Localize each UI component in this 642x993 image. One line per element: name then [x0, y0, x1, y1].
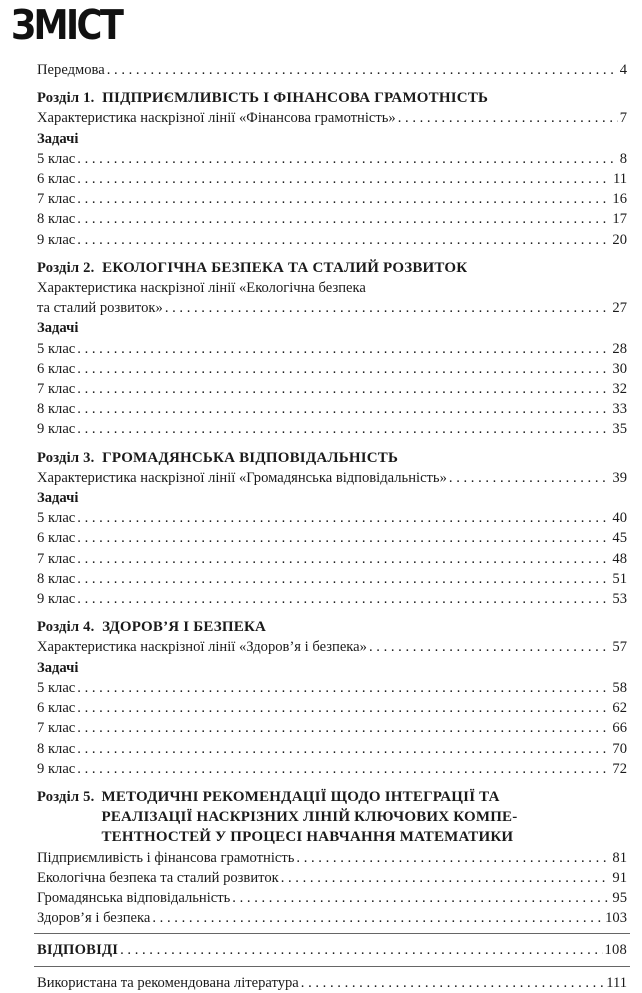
page-number: 17 [612, 211, 627, 228]
toc-entry-grade[interactable] [37, 169, 627, 189]
page-number: 4 [619, 62, 627, 78]
page-number: 40 [612, 510, 627, 527]
dot-leader [77, 739, 610, 759]
page-number: 70 [612, 740, 627, 757]
section-4 [37, 617, 627, 779]
dot-leader [77, 379, 610, 399]
dot-leader [77, 169, 611, 189]
toc-entry-methodical[interactable] [37, 848, 627, 868]
toc-entry-grade[interactable] [37, 698, 627, 718]
page-number: 66 [612, 720, 627, 737]
section-number: Розділ 3. [37, 449, 95, 466]
section-title: ЕКОЛОГІЧНА БЕЗПЕКА ТА СТАЛИЙ РОЗВИТОК [102, 259, 468, 276]
entry-label: Екологічна безпека та сталий розвиток [37, 869, 279, 886]
toc-entry-grade[interactable] [37, 508, 627, 528]
entry-label: 6 клас [37, 700, 76, 717]
section-title: ПІДПРИЄМЛИВІСТЬ І ФІНАНСОВА ГРАМОТНІСТЬ [102, 90, 489, 107]
entry-label: 5 клас [37, 340, 76, 357]
toc-entry-methodical[interactable] [37, 888, 627, 908]
entry-label: 8 клас [37, 211, 76, 228]
entry-label: 7 клас [37, 191, 76, 208]
dot-leader [77, 569, 610, 589]
section-title: ГРОМАДЯНСЬКА ВІДПОВІДАЛЬНІСТЬ [102, 449, 399, 466]
page-title: ЗМІСТ [11, 1, 122, 49]
section-title-line: МЕТОДИЧНІ РЕКОМЕНДАЦІЇ ЩОДО ІНТЕГРАЦІЇ ТА [101, 788, 500, 805]
dot-leader [77, 230, 610, 250]
toc-entry-methodical[interactable] [37, 868, 627, 888]
dot-leader [301, 973, 604, 993]
divider [34, 966, 630, 967]
section-number: Розділ 4. [37, 619, 95, 636]
dot-leader [449, 468, 611, 488]
tasks-subheading: Задачі [37, 130, 79, 147]
entry-label: 5 клас [37, 510, 76, 527]
toc-entry-literature[interactable] [37, 973, 627, 993]
dot-leader [77, 419, 610, 439]
section-title-line: РЕАЛІЗАЦІЇ НАСКРІЗНИХ ЛІНІЙ КЛЮЧОВИХ КОМПЕ- [101, 809, 518, 826]
page-number: 35 [612, 421, 627, 438]
dot-leader [77, 399, 610, 419]
page-number: 48 [612, 550, 627, 567]
entry-label: 8 клас [37, 570, 76, 587]
entry-label: 9 клас [37, 231, 76, 248]
page-number: 20 [612, 231, 627, 248]
entry-label: 8 клас [37, 401, 76, 418]
toc-entry-characteristic[interactable] [37, 298, 627, 318]
entry-label: 8 клас [37, 740, 76, 757]
entry-label: Передмова [37, 62, 105, 78]
page-number: 11 [612, 171, 627, 188]
entry-label: 5 клас [37, 679, 76, 696]
page-number: 62 [612, 700, 627, 717]
dot-leader [77, 759, 610, 779]
page-number: 91 [612, 869, 627, 886]
toc-entry-grade[interactable] [37, 230, 627, 250]
entry-label: 7 клас [37, 381, 76, 398]
toc-entry-grade[interactable] [37, 678, 627, 698]
page-number: 103 [605, 910, 627, 927]
section-heading[interactable] [37, 617, 627, 637]
dot-leader [77, 209, 610, 229]
tasks-subheading: Задачі [37, 490, 79, 507]
section-number: Розділ 2. [37, 259, 95, 276]
toc-entry-characteristic[interactable] [37, 468, 627, 488]
dot-leader [77, 698, 610, 718]
entry-label: Характеристика наскрізної лінії «Фінансова грамотність» [37, 110, 396, 127]
toc-entry-grade[interactable] [37, 739, 627, 759]
section-number: Розділ 1. [37, 90, 95, 107]
dot-leader [77, 508, 610, 528]
page-number: 45 [612, 530, 627, 547]
toc-entry-grade[interactable] [37, 759, 627, 779]
page-number: 51 [612, 570, 627, 587]
toc-entry-grade[interactable] [37, 399, 627, 419]
entry-label: Здоров’я і безпека [37, 910, 151, 927]
dot-leader [398, 108, 618, 128]
page-number: 16 [612, 191, 627, 208]
dot-leader [296, 848, 610, 868]
entry-label: 5 клас [37, 150, 76, 167]
section-5 [37, 787, 627, 928]
toc-entry-grade[interactable] [37, 569, 627, 589]
page-number: 72 [612, 760, 627, 777]
section-title: ЗДОРОВ’Я І БЕЗПЕКА [102, 619, 267, 636]
entry-label: Громадянська відповідальність [37, 889, 231, 906]
page-number: 28 [612, 340, 627, 357]
dot-leader [165, 298, 611, 318]
toc-entry-grade[interactable] [37, 149, 627, 169]
toc-entry-grade[interactable] [37, 718, 627, 738]
toc-entry-characteristic[interactable] [37, 637, 627, 657]
toc-entry-grade[interactable] [37, 339, 627, 359]
dot-leader [77, 678, 610, 698]
page-number: 53 [612, 591, 627, 608]
toc-entry-answers[interactable] [37, 940, 627, 960]
entry-label: 6 клас [37, 530, 76, 547]
section-heading[interactable] [37, 258, 627, 278]
dot-leader [369, 637, 610, 657]
page-number: 30 [612, 360, 627, 377]
dot-leader [77, 149, 617, 169]
entry-label: Характеристика наскрізної лінії «Здоров’я і безпека» [37, 639, 367, 656]
section-3 [37, 448, 627, 610]
entry-label: 7 клас [37, 550, 76, 567]
toc-entry-grade[interactable] [37, 549, 627, 569]
page-number: 39 [612, 469, 627, 486]
section-heading[interactable] [37, 448, 627, 468]
entry-label: Характеристика наскрізної лінії «Громадянська відповідальність» [37, 469, 447, 486]
dot-leader [77, 718, 610, 738]
dot-leader [77, 339, 610, 359]
toc-entry-grade[interactable] [37, 589, 627, 609]
toc-entry-grade[interactable] [37, 379, 627, 399]
dot-leader [77, 528, 610, 548]
entry-label: 9 клас [37, 760, 76, 777]
page-number: 58 [612, 679, 627, 696]
dot-leader [77, 189, 610, 209]
entry-label-line: Характеристика наскрізної лінії «Екологічна безпека [37, 280, 366, 297]
entry-label: та сталий розвиток» [37, 300, 163, 317]
section-number: Розділ 5. [37, 788, 95, 805]
toc-entry-grade[interactable] [37, 419, 627, 439]
dot-leader [120, 940, 602, 960]
table-of-contents [37, 60, 627, 993]
tasks-subheading: Задачі [37, 320, 79, 337]
entry-label: Підприємливість і фінансова грамотність [37, 849, 295, 866]
entry-label: 9 клас [37, 591, 76, 608]
page-number: 108 [604, 942, 627, 959]
page-number: 81 [612, 849, 627, 866]
divider [34, 933, 630, 934]
page-number: 32 [612, 381, 627, 398]
dot-leader [77, 359, 610, 379]
page-number: 27 [612, 300, 627, 317]
entry-label: 7 клас [37, 720, 76, 737]
toc-entry-grade[interactable] [37, 189, 627, 209]
page-number: 33 [612, 401, 627, 418]
toc-entry-preface[interactable] [37, 60, 627, 80]
section-title-line: ТЕНТНОСТЕЙ У ПРОЦЕСІ НАВЧАННЯ МАТЕМАТИКИ [101, 829, 514, 846]
dot-leader [77, 549, 610, 569]
section-2 [37, 258, 627, 440]
section-heading[interactable] [37, 787, 627, 848]
toc-entry-grade[interactable] [37, 209, 627, 229]
page-number: 111 [606, 974, 627, 991]
toc-entry-grade[interactable] [37, 359, 627, 379]
entry-label: ВІДПОВІДІ [37, 942, 119, 959]
toc-entry-methodical[interactable] [37, 908, 627, 928]
toc-entry-grade[interactable] [37, 528, 627, 548]
section-1 [37, 88, 627, 250]
page-number: 8 [619, 150, 627, 167]
toc-entry-characteristic[interactable] [37, 108, 627, 128]
page-number: 7 [619, 110, 627, 127]
entry-label: Використана та рекомендована література [37, 974, 299, 991]
page-number: 57 [612, 639, 627, 656]
entry-label: 6 клас [37, 360, 76, 377]
dot-leader [232, 888, 610, 908]
tasks-subheading: Задачі [37, 659, 79, 676]
dot-leader [77, 589, 610, 609]
entry-label: 6 клас [37, 171, 76, 188]
dot-leader [281, 868, 611, 888]
entry-label: 9 клас [37, 421, 76, 438]
dot-leader [152, 908, 603, 928]
section-heading[interactable] [37, 88, 627, 108]
page-number: 95 [612, 889, 627, 906]
dot-leader [107, 60, 618, 80]
